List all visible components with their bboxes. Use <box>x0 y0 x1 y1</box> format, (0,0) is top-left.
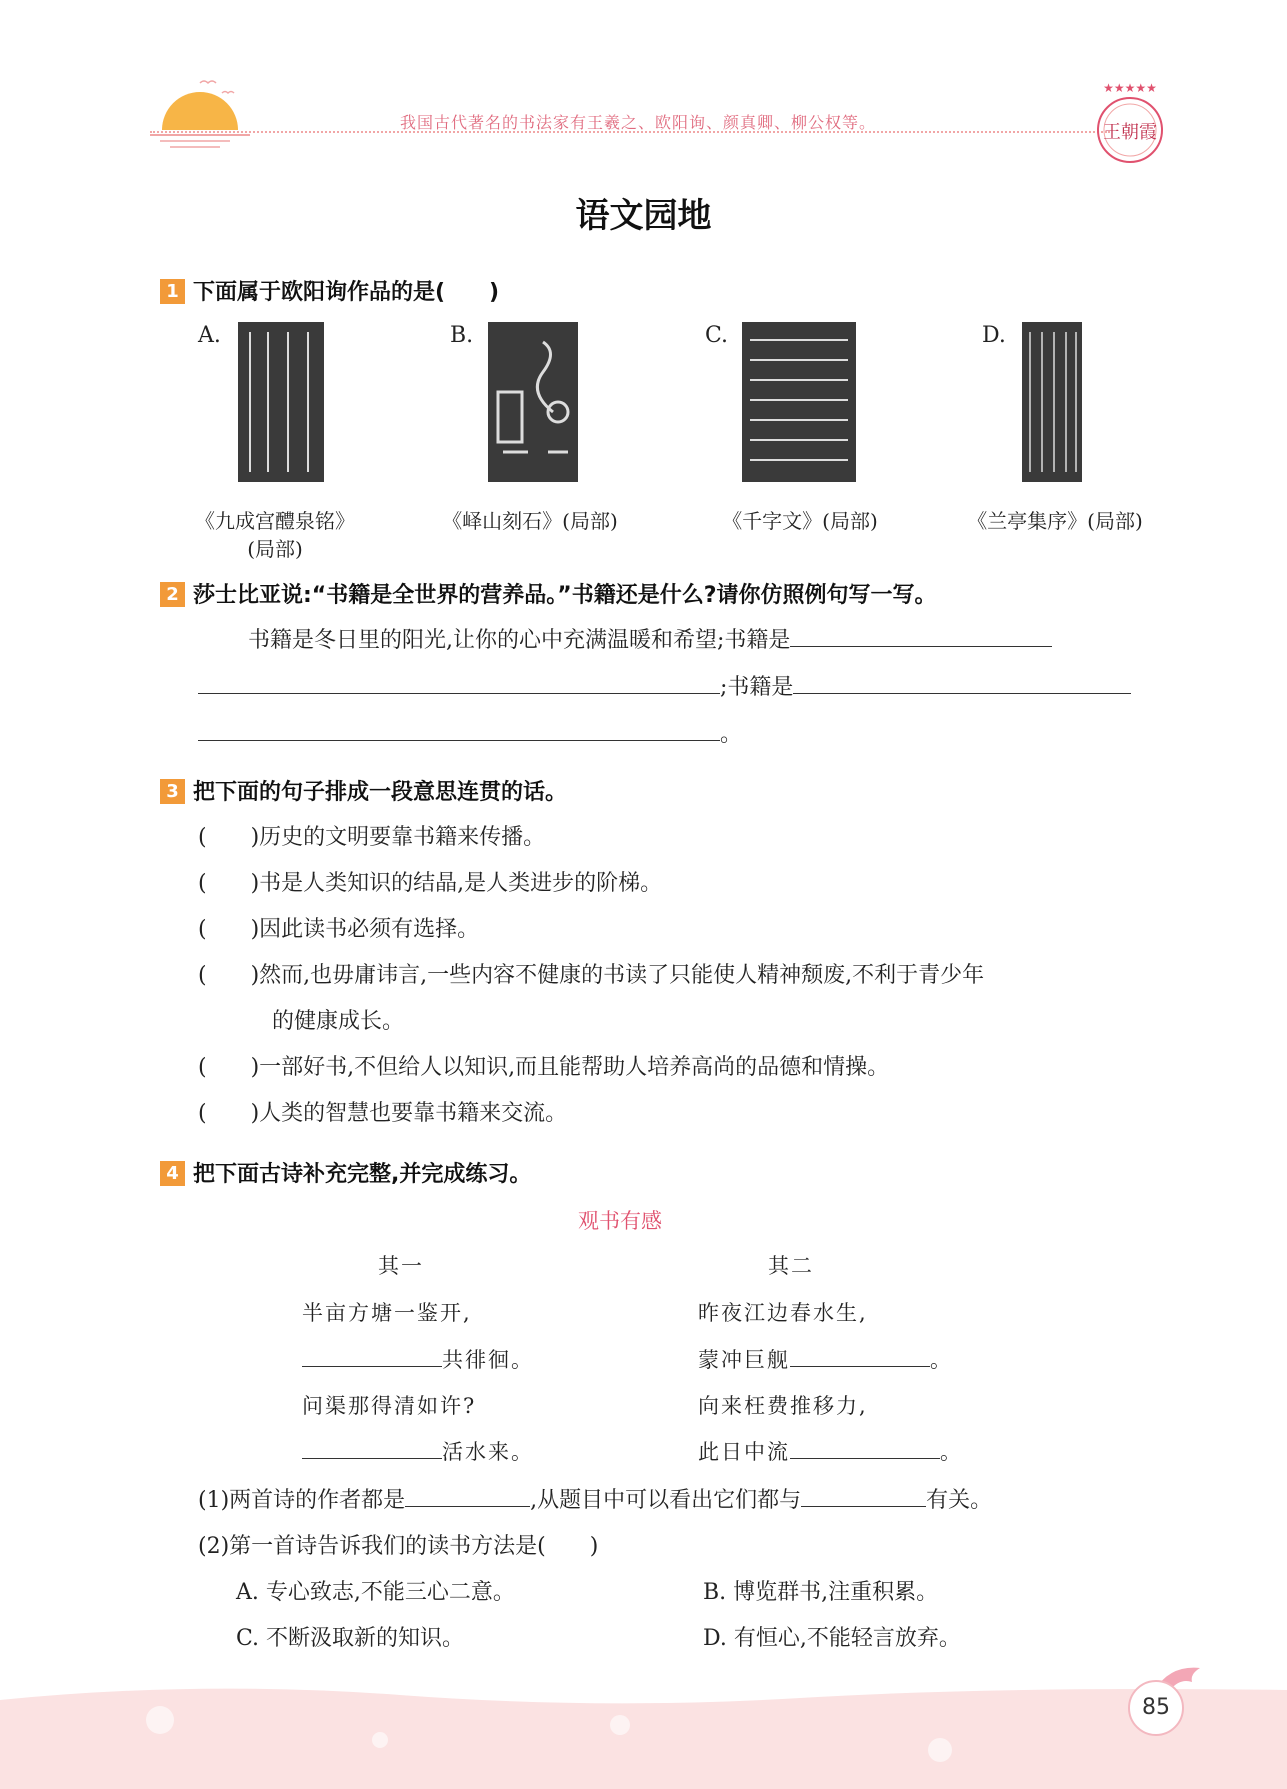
poem1-heading: 其一 <box>378 1254 424 1278</box>
sentence-continuation: 的健康成长。 <box>272 1009 405 1034</box>
order-paren[interactable]: ( ) <box>198 1055 260 1080</box>
sub-question-text: 有关。 <box>926 1488 993 1513</box>
question-1 <box>160 275 499 306</box>
option-label: D. <box>982 323 1006 348</box>
sentence-text: 人类的智慧也要靠书籍来交流。 <box>259 1101 568 1126</box>
list-item <box>198 866 662 897</box>
question-text: 把下面的句子排成一段意思连贯的话。 <box>193 780 568 805</box>
sub-question-text: ,从题目中可以看出它们都与 <box>530 1488 802 1513</box>
poem1-line1: 半亩方塘一鉴开, <box>302 1301 472 1325</box>
question-text: 莎士比亚说:“书籍是全世界的营养品。”书籍还是什么?请你仿照例句写一写。 <box>193 583 937 608</box>
caption-c: 《千字文》(局部) <box>722 509 878 533</box>
list-item <box>198 820 545 851</box>
q2-end-text: 。 <box>720 722 743 747</box>
page-number: 85 <box>1128 1680 1184 1736</box>
poem1-line4 <box>302 1436 534 1466</box>
question-text: 把下面古诗补充完整,并完成练习。 <box>193 1162 532 1187</box>
poem-text: 此日中流 <box>698 1440 790 1464</box>
choice-d[interactable]: D. 有恒心,不能轻言放弃。 <box>703 1626 961 1651</box>
list-item <box>198 1096 567 1127</box>
caption-a-sub: (局部) <box>247 537 303 561</box>
sentence-text: 然而,也毋庸讳言,一些内容不健康的书读了只能使人精神颓废,不利于青少年 <box>259 963 985 988</box>
choice-c[interactable]: C. 不断汲取新的知识。 <box>236 1626 465 1651</box>
question-2 <box>160 578 936 609</box>
poem-text: 。 <box>940 1440 963 1464</box>
poem2-line1: 昨夜江边春水生, <box>698 1301 868 1325</box>
list-item <box>198 958 984 989</box>
calligraphy-image-a <box>238 322 324 482</box>
sub-question-text: (1)两首诗的作者都是 <box>198 1488 406 1513</box>
caption-b: 《峄山刻石》(局部) <box>442 509 618 533</box>
answer-blank[interactable] <box>790 1438 940 1459</box>
order-paren[interactable]: ( ) <box>198 825 260 850</box>
svg-text:★★★★★: ★★★★★ <box>1103 81 1157 95</box>
answer-blank[interactable] <box>405 1486 530 1507</box>
poem1-line3: 问渠那得清如许? <box>302 1394 477 1418</box>
q2-example <box>248 623 1052 654</box>
answer-blank[interactable] <box>790 1346 930 1367</box>
sub-question-2: (2)第一首诗告诉我们的读书方法是( ) <box>198 1534 599 1559</box>
poem-text: 活水来。 <box>442 1440 534 1464</box>
poem-text: 。 <box>930 1348 953 1372</box>
sub-question-1 <box>198 1483 992 1514</box>
order-paren[interactable]: ( ) <box>198 963 260 988</box>
answer-blank[interactable] <box>198 673 720 694</box>
choice-a[interactable]: A. 专心致志,不能三心二意。 <box>236 1580 515 1605</box>
poem1-line2 <box>302 1344 534 1374</box>
q2-line2 <box>198 670 1131 701</box>
poem-text: 共徘徊。 <box>442 1348 534 1372</box>
question-number: 3 <box>160 779 185 804</box>
list-item <box>198 1050 889 1081</box>
poem-text: 蒙冲巨舰 <box>698 1348 790 1372</box>
option-label: A. <box>198 323 221 348</box>
seal-text: 王朝霞 <box>1103 122 1157 143</box>
poem2-heading: 其二 <box>768 1254 814 1278</box>
q2-mid-text: ;书籍是 <box>720 675 794 700</box>
caption-d: 《兰亭集序》(局部) <box>967 509 1143 533</box>
question-text: 下面属于欧阳询作品的是( ) <box>193 280 500 305</box>
calligraphy-image-d <box>1022 322 1082 482</box>
order-paren[interactable]: ( ) <box>198 1101 260 1126</box>
answer-blank[interactable] <box>790 626 1052 647</box>
q2-line3 <box>198 717 742 748</box>
question-number: 1 <box>160 279 185 304</box>
question-3 <box>160 775 567 806</box>
calligraphy-image-c <box>742 322 856 482</box>
sentence-text: 一部好书,不但给人以知识,而且能帮助人培养高尚的品德和情操。 <box>259 1055 890 1080</box>
order-paren[interactable]: ( ) <box>198 917 260 942</box>
poem2-line4 <box>698 1436 963 1466</box>
choice-b[interactable]: B. 博览群书,注重积累。 <box>703 1580 939 1605</box>
option-label: C. <box>705 323 729 348</box>
sentence-text: 书是人类知识的结晶,是人类进步的阶梯。 <box>259 871 663 896</box>
question-number: 4 <box>160 1161 185 1186</box>
sunset-logo-icon <box>150 75 250 155</box>
seal-badge-icon <box>1090 80 1170 170</box>
answer-blank[interactable] <box>198 720 720 741</box>
order-paren[interactable]: ( ) <box>198 871 260 896</box>
answer-blank[interactable] <box>302 1346 442 1367</box>
answer-blank[interactable] <box>302 1438 442 1459</box>
poem2-line3: 向来枉费推移力, <box>698 1394 868 1418</box>
page-title: 语文园地 <box>575 196 712 236</box>
answer-blank[interactable] <box>793 673 1131 694</box>
answer-blank[interactable] <box>801 1486 926 1507</box>
footer-wave-decoration <box>0 1680 1287 1789</box>
example-sentence: 书籍是冬日里的阳光,让你的心中充满温暖和希望;书籍是 <box>248 628 791 653</box>
sentence-text: 历史的文明要靠书籍来传播。 <box>259 825 546 850</box>
poem-title: 观书有感 <box>578 1209 662 1233</box>
option-label: B. <box>450 323 474 348</box>
caption-a: 《九成宫醴泉铭》 <box>195 509 355 533</box>
sentence-text: 因此读书必须有选择。 <box>259 917 480 942</box>
poem2-line2 <box>698 1344 953 1374</box>
calligraphy-image-b <box>488 322 578 482</box>
header-tip: 我国古代著名的书法家有王羲之、欧阳询、颜真卿、柳公权等。 <box>400 113 877 132</box>
list-item <box>198 912 479 943</box>
question-4 <box>160 1157 531 1188</box>
question-number: 2 <box>160 582 185 607</box>
